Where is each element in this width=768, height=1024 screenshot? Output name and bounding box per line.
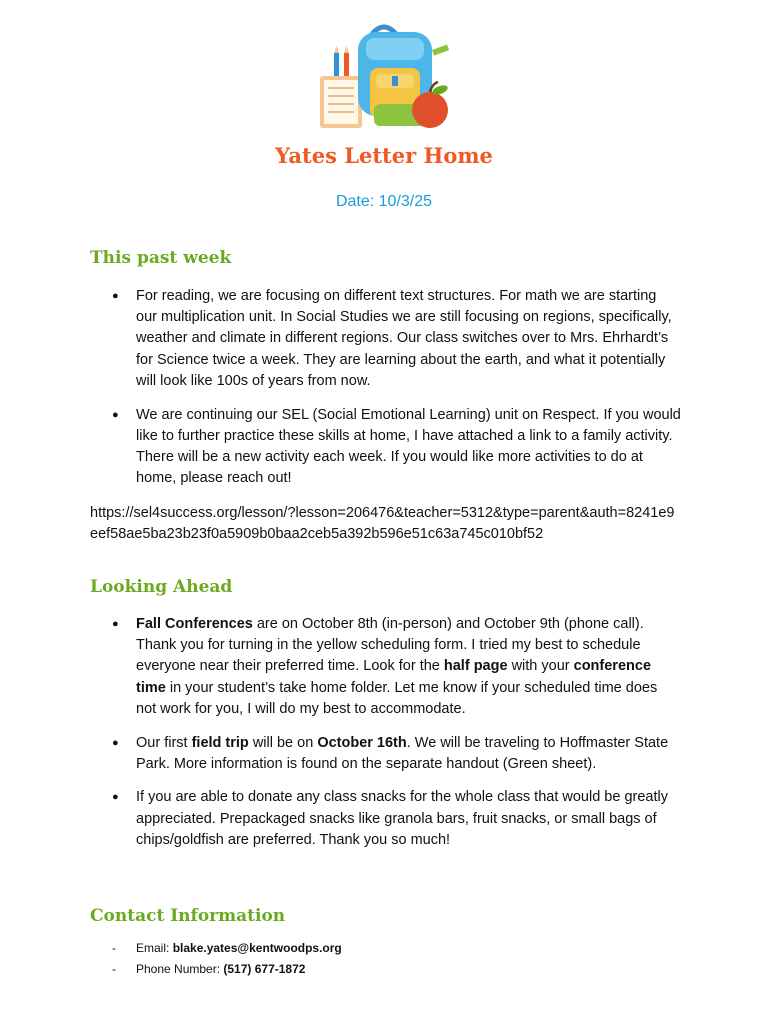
list-item: ● Our first field trip will be on October 16th. We will be traveling to Hoffmaster State Park. More information is found on the separate handout (Green sheet). [90,733,681,775]
contact-phone: - Phone Number: (517) 677-1872 [112,962,306,976]
list-item: ● Fall Conferences are on October 8th (in-person) and October 9th (phone call). Thank you for turning in the yellow scheduling form. I tried my best to schedule everyone near their preferred time. Look for the half page with your conference time in your student’s take home folder. Let me know if your scheduled time does not work for you, I will do my best to accommodate. [90,614,681,720]
email-link[interactable]: blake.yates@kentwoodps.org [172,941,342,955]
section-heading-past-week: This past week [90,248,232,268]
list-item: ● If you are able to donate any class snacks for the whole class that would be greatly appreciated. Prepackaged snacks like granola bars, fruit snacks, or small bags of chips/goldfish are preferred. Thank you so much! [90,787,681,851]
contact-list [90,938,342,980]
list-item: ● We are continuing our SEL (Social Emotional Learning) unit on Respect. If you would like to further practice these skills at home, I have attached a link to a family activity. There will be a new activity each week. If you would like more activities to do at home, please reach out! [90,405,681,490]
contact-email: - Email: blake.yates@kentwoodps.org [112,941,342,955]
list-item: ● For reading, we are focusing on different text structures. For math we are starting our multiplication unit. In Social Studies we are still focusing on regions, specifically, weather and climate in different regions. Our class switches over to Mrs. Ehrhardt’s for Science twice a week. They are learning about the earth, and what it potentially will look like 100s of years from now. [90,286,681,392]
activity-link[interactable]: https://sel4success.org/lesson/?lesson=206476&teacher=5312&type=parent&auth=8241e9eef58ae5ba23b23f0a5909b0baa2ceb5a392b596e51c63a745c010bf52 [90,505,675,542]
section-heading-looking-ahead: Looking Ahead [90,577,233,597]
section-heading-contact: Contact Information [90,906,286,926]
backpack-school-supplies-icon [314,18,454,130]
past-week-list [90,286,690,502]
page-title: Yates Letter Home [275,143,493,168]
phone-number: (517) 677-1872 [223,962,306,976]
looking-ahead-list [90,614,690,864]
letter-date: Date: 10/3/25 [335,193,433,210]
